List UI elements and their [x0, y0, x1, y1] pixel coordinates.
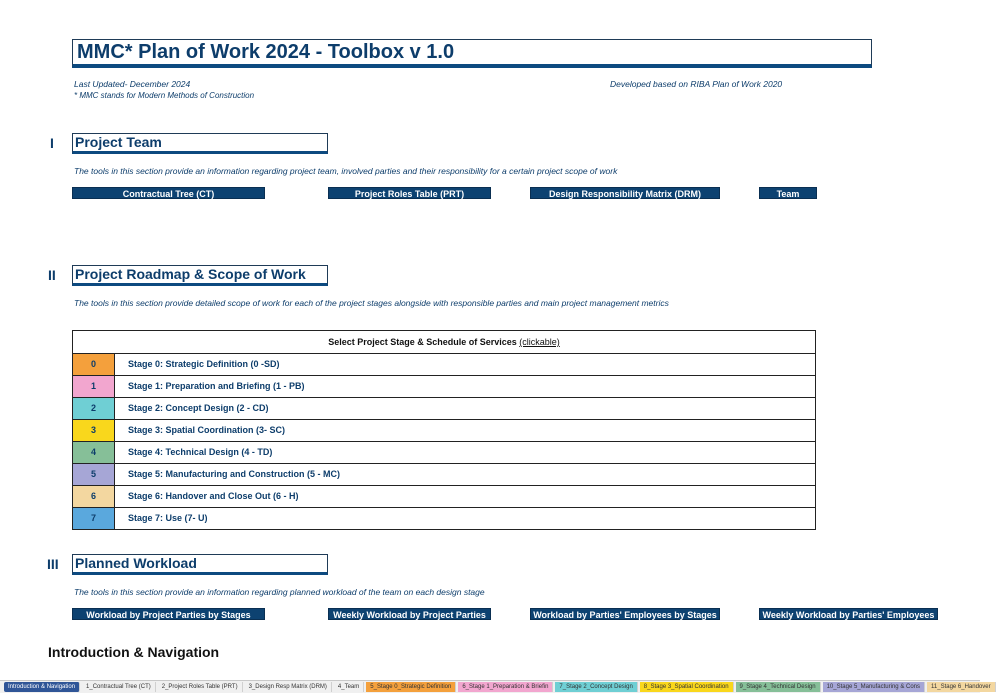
section-3-description: The tools in this section provide an information regarding planned workload of the team on each design stage: [74, 587, 485, 597]
riba-note: Developed based on RIBA Plan of Work 2020: [610, 79, 783, 89]
page-title: MMC* Plan of Work 2024 - Toolbox v 1.0: [72, 39, 872, 68]
contractual-tree-button[interactable]: Contractual Tree (CT): [72, 187, 265, 199]
section-3-title: Planned Workload: [72, 554, 328, 575]
stage-label: Stage 6: Handover and Close Out (6 - H): [128, 491, 299, 501]
stage-row-4[interactable]: [73, 442, 815, 464]
team-button[interactable]: Team: [759, 187, 817, 199]
sheet-tab-6[interactable]: 6_Stage 1_Preparation & Briefin: [458, 682, 553, 692]
stage-label: Stage 2: Concept Design (2 - CD): [128, 403, 269, 413]
stage-number: 1: [73, 376, 115, 397]
stage-number: 7: [73, 508, 115, 529]
design-responsibility-matrix-button[interactable]: Design Responsibility Matrix (DRM): [530, 187, 720, 199]
section-1-title: Project Team: [72, 133, 328, 154]
stage-row-0[interactable]: [73, 354, 815, 376]
sheet-tab-1[interactable]: 1_Contractual Tree (CT): [82, 682, 156, 692]
sheet-tab-5[interactable]: 5_Stage 0_Strategic Definition: [366, 682, 456, 692]
stage-label: Stage 3: Spatial Coordination (3- SC): [128, 425, 286, 435]
stage-row-7[interactable]: [73, 508, 815, 529]
stage-row-1[interactable]: [73, 376, 815, 398]
workload-by-employees-stages-button[interactable]: Workload by Parties' Employees by Stages: [530, 608, 720, 620]
section-2-description: The tools in this section provide detailed scope of work for each of the project stages alongside with responsible parties and main project management metrics: [74, 298, 669, 308]
stage-label: Stage 5: Manufacturing and Construction (5 - MC): [128, 469, 341, 479]
sheet-tab-2[interactable]: 2_Project Roles Table (PRT): [158, 682, 243, 692]
stage-label: Stage 1: Preparation and Briefing (1 - PB): [128, 381, 305, 391]
stage-row-3[interactable]: [73, 420, 815, 442]
stage-number: 6: [73, 486, 115, 507]
section-2-title: Project Roadmap & Scope of Work: [72, 265, 328, 286]
section-3-numeral: III: [47, 556, 59, 572]
sheet-tab-bar: [0, 680, 991, 693]
stage-number: 4: [73, 442, 115, 463]
stage-row-6[interactable]: [73, 486, 815, 508]
sheet-tab-4[interactable]: 4_Team: [334, 682, 364, 692]
sheet-tab-3[interactable]: 3_Design Resp Matrix (DRM): [245, 682, 332, 692]
project-roles-table-button[interactable]: Project Roles Table (PRT): [328, 187, 491, 199]
stage-number: 0: [73, 354, 115, 375]
intro-navigation-heading: Introduction & Navigation: [48, 644, 220, 660]
weekly-workload-parties-button[interactable]: Weekly Workload by Project Parties: [328, 608, 491, 620]
stage-row-5[interactable]: [73, 464, 815, 486]
stage-number: 2: [73, 398, 115, 419]
section-1-description: The tools in this section provide an information regarding project team, involved parties and their responsibility for a certain project scope of work: [74, 166, 618, 176]
stage-row-2[interactable]: [73, 398, 815, 420]
section-1-numeral: I: [50, 135, 54, 151]
stage-table-header: [73, 331, 815, 354]
stage-label: Stage 4: Technical Design (4 - TD): [128, 447, 273, 457]
last-updated: Last Updated- December 2024: [74, 79, 191, 89]
sheet-tab-7[interactable]: 7_Stage 2_Concept Design: [555, 682, 637, 692]
stage-number: 3: [73, 420, 115, 441]
stage-table: [72, 330, 816, 530]
clickable-note: (clickable): [519, 337, 560, 347]
section-2-numeral: II: [48, 267, 56, 283]
stage-label: Stage 7: Use (7- U): [128, 513, 208, 523]
stage-table-header-text: Select Project Stage & Schedule of Services: [328, 337, 517, 347]
sheet-tab-10[interactable]: 10_Stage 5_Manufacturing & Cons: [823, 682, 925, 692]
sheet-tab-0[interactable]: Introduction & Navigation: [4, 682, 80, 692]
sheet-tab-9[interactable]: 9_Stage 4_Technical Design: [736, 682, 821, 692]
weekly-workload-employees-button[interactable]: Weekly Workload by Parties' Employees: [759, 608, 938, 620]
sheet-tab-11[interactable]: 11_Stage 6_Handover: [927, 682, 996, 692]
stage-number: 5: [73, 464, 115, 485]
workload-by-parties-stages-button[interactable]: Workload by Project Parties by Stages: [72, 608, 265, 620]
sheet-tab-8[interactable]: 8_Stage 3_Spatial Coordination: [640, 682, 734, 692]
mmc-footnote: * MMC stands for Modern Methods of Construction: [74, 91, 255, 100]
stage-label: Stage 0: Strategic Definition (0 -SD): [128, 359, 280, 369]
